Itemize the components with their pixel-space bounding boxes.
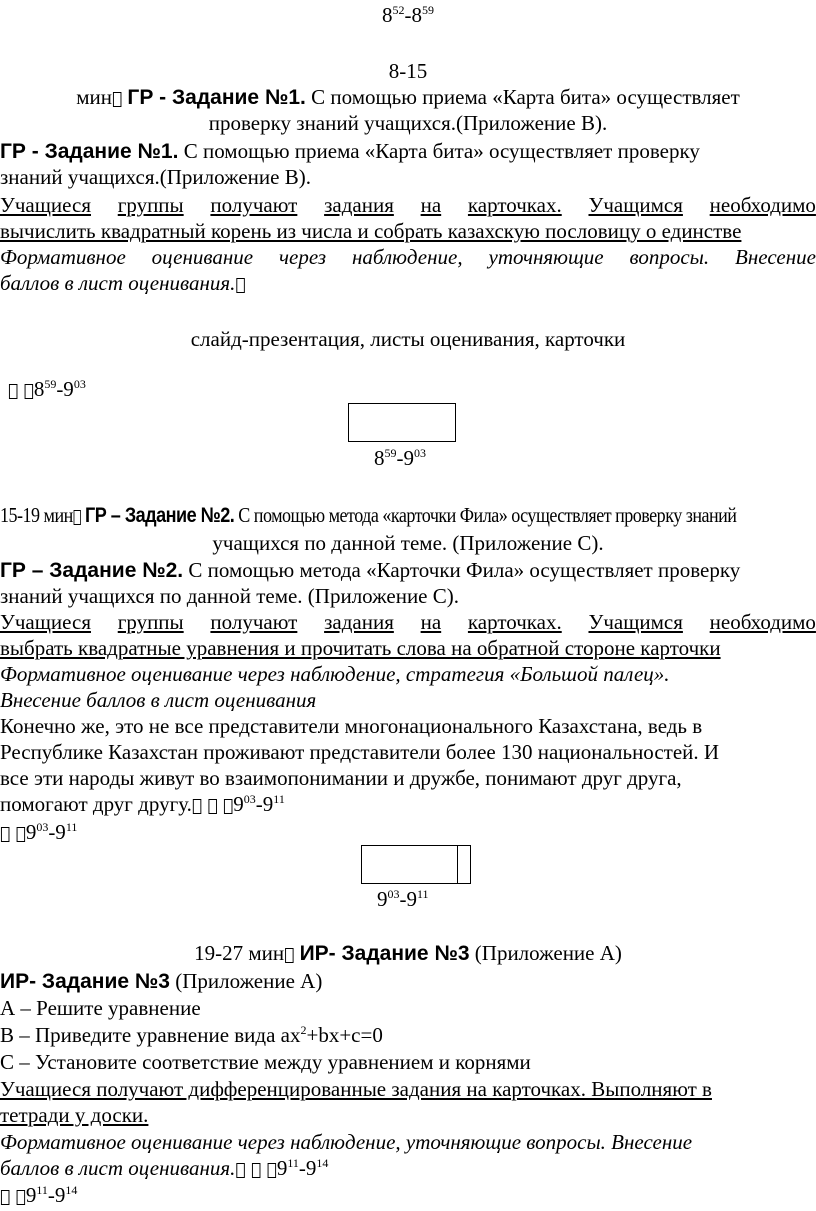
- paragraph-line1: Конечно же, это не все представители многонационального Казахстана, ведь в: [0, 714, 703, 738]
- placeholder-glyph-icon: [235, 1160, 241, 1180]
- paragraph-line3: все эти народы живут во взаимопонимании и дружбе, понимают друг друга,: [0, 766, 682, 790]
- task1-title: ГР - Задание №1. С помощью приема «Карта бита» осуществляет проверку: [0, 139, 700, 163]
- task2-assessment-line1: Формативное оценивание через наблюдение, стратегия «Большой палец».: [0, 662, 670, 686]
- task2-title: ГР – Задание №2. С помощью метода «Карточки Фила» осуществляет проверку: [0, 558, 741, 582]
- box-divider: [457, 845, 458, 884]
- task1-header-line2: проверку знаний учащихся.(Приложение В).: [208, 111, 608, 135]
- box-label: $8^{59}-9^{03}$: [374, 446, 426, 470]
- placeholder-glyph-icon: [8, 381, 34, 401]
- task2-title-line2: знаний учащихся по данной теме. (Приложение С).: [0, 584, 460, 608]
- top-time: $8^{52}-8^{59}$: [382, 3, 434, 27]
- task1-time-range: 8-15: [388, 59, 428, 83]
- task3-option-a: А – Решите уравнение: [0, 996, 201, 1020]
- task2-instruction-line2: выбрать квадратные уравнения и прочитать слова на обратной стороне карточки: [0, 636, 721, 660]
- placeholder-glyph-icon: [0, 1187, 26, 1207]
- task3-title: ИР- Задание №3 (Приложение А): [0, 969, 323, 993]
- placeholder-glyph-icon: [117, 89, 123, 109]
- task1-title-line2: знаний учащихся.(Приложение В).: [0, 165, 311, 189]
- task1-instruction-line2: вычислить квадратный корень из числа и собрать казахскую пословицу о единстве: [0, 219, 742, 243]
- task2-instruction-line1: Учащиеся группы получают задания на карточках. Учащимся необходимо: [0, 610, 816, 634]
- time-range-4: $9^{11}-9^{14}$: [0, 1183, 52, 1207]
- task3-assessment-line2: баллов в лист оценивания. $9^{11}-9^{14}$: [0, 1156, 293, 1180]
- task1-instruction-line1: Учащиеся группы получают задания на карточках. Учащимся необходимо: [0, 193, 816, 217]
- task3-option-c: С – Установите соответствие между уравнением и корнями: [0, 1050, 531, 1074]
- task3-header: 19-27 мин ИР- Задание №3 (Приложение А): [194, 941, 617, 965]
- task1-assessment-line2: баллов в лист оценивания.: [0, 270, 246, 298]
- task3-option-b: В – Приведите уравнение вида $ах^2+bx+c=0$: [0, 1023, 383, 1047]
- task3-instruction-line2: тетради у доски.: [0, 1103, 149, 1127]
- placeholder-glyph-icon: [72, 507, 77, 527]
- task2-assessment-line2: Внесение баллов в лист оценивания: [0, 688, 317, 712]
- task1-header: мин ГР - Задание №1. С помощью приема «Карта бита» осуществляет: [76, 85, 735, 109]
- empty-box: [361, 845, 471, 884]
- task2-header-line2: учащихся по данной теме. (Приложение С).: [212, 531, 604, 555]
- task1-assessment-line1: Формативное оценивание через наблюдение, уточняющие вопросы. Внесение: [0, 245, 816, 269]
- task2-header: 15-19 мин ГР – Задание №2. С помощью метода «карточки Фила» осуществляет проверку знаний: [0, 503, 729, 527]
- paragraph-line4: помогают друг другу. $9^{03}-9^{11}$: [0, 792, 249, 816]
- time-range-3: $9^{03}-9^{11}$: [0, 820, 52, 844]
- task3-instruction-line1: Учащиеся получают дифференцированные задания на карточках. Выполняют в: [0, 1077, 712, 1101]
- task3-assessment-line1: Формативное оценивание через наблюдение, уточняющие вопросы. Внесение: [0, 1130, 693, 1154]
- empty-box: [348, 403, 456, 442]
- box-label: $9^{03}-9^{11}$: [377, 887, 429, 911]
- placeholder-glyph-icon: [235, 275, 245, 295]
- placeholder-glyph-icon: [0, 824, 26, 844]
- placeholder-glyph-icon: [191, 796, 198, 816]
- resources-line: слайд-презентация, листы оценивания, карточки: [190, 327, 626, 351]
- placeholder-glyph-icon: [289, 945, 295, 965]
- time-range-2: $8^{59}-9^{03}$: [8, 377, 60, 401]
- paragraph-line2: Республике Казахстан проживают представители более 130 национальностей. И: [0, 740, 720, 764]
